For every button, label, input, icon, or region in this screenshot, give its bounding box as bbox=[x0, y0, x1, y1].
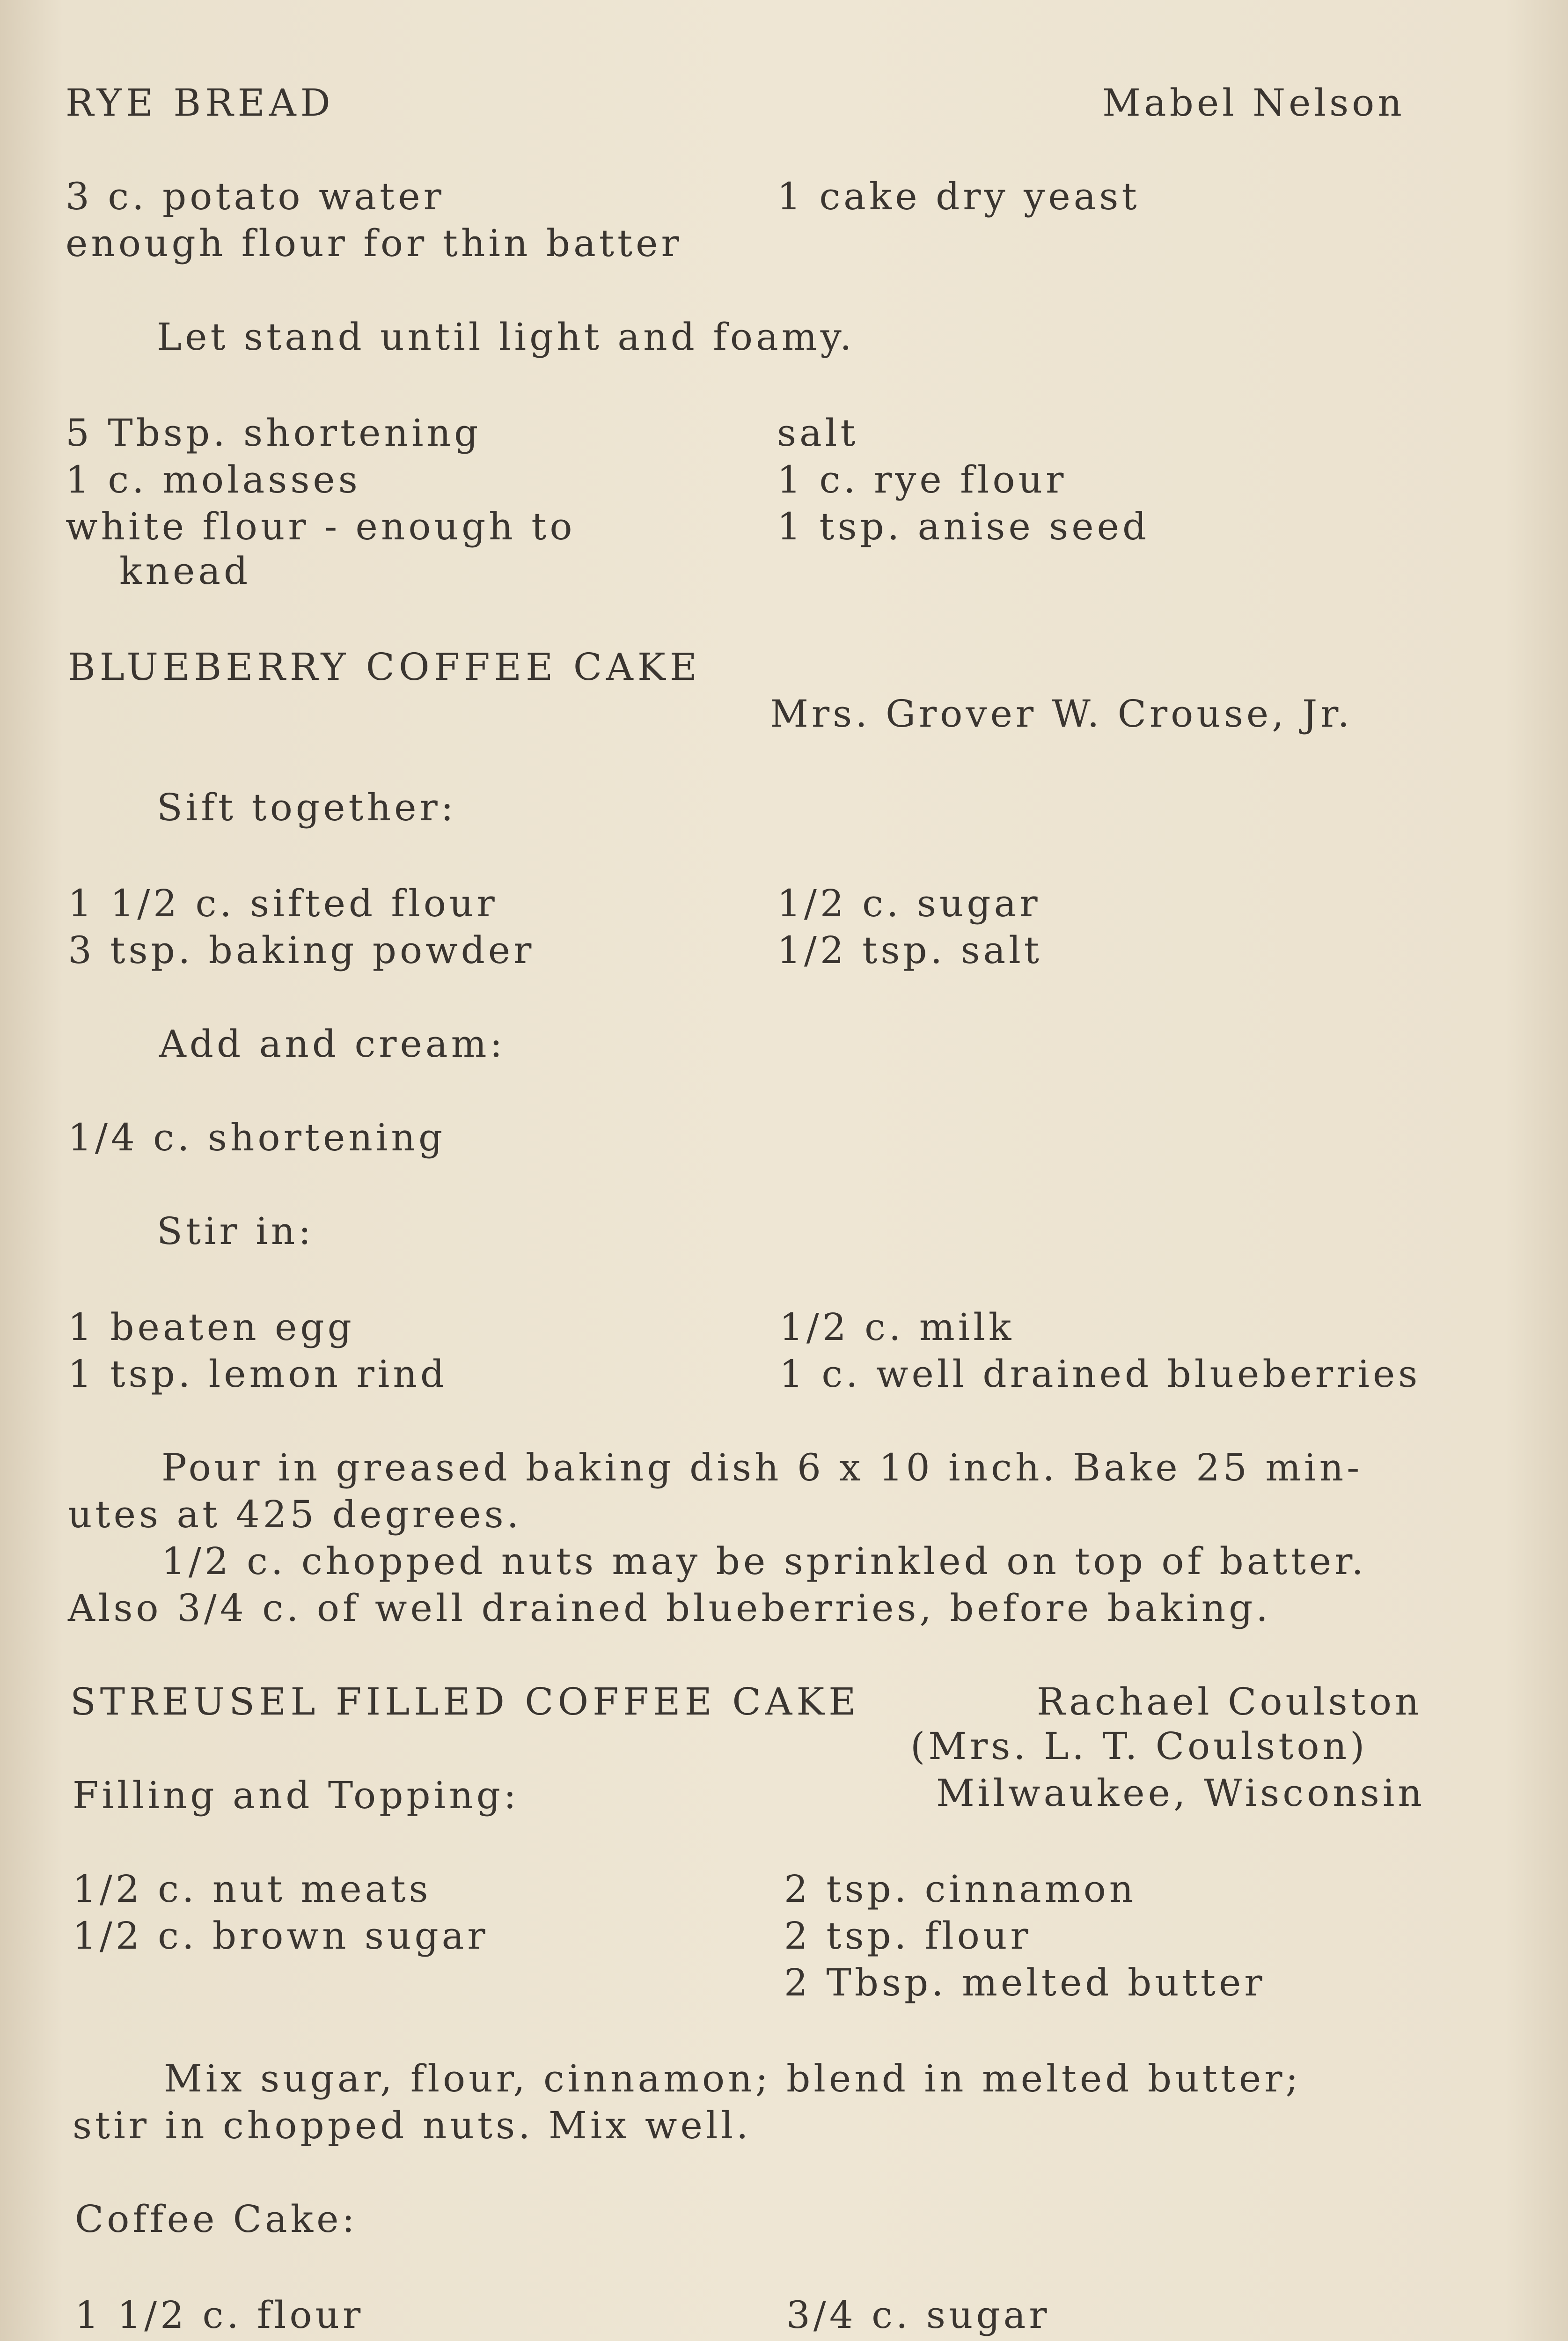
streusel-directions: stir in chopped nuts. Mix well. bbox=[73, 2104, 752, 2147]
rye-ingredient: enough flour for thin batter bbox=[66, 221, 682, 265]
streusel-label: Filling and Topping: bbox=[73, 1774, 520, 1817]
blueberry-directions: utes at 425 degrees. bbox=[68, 1493, 522, 1536]
blueberry-ingredient: 1 tsp. lemon rind bbox=[68, 1352, 448, 1396]
streusel-author: Rachael Coulston bbox=[1037, 1680, 1422, 1723]
streusel-label: Coffee Cake: bbox=[75, 2197, 358, 2241]
rye-step: Let stand until light and foamy. bbox=[157, 315, 855, 359]
blueberry-label: Stir in: bbox=[157, 1209, 315, 1253]
streusel-title: STREUSEL FILLED COFFEE CAKE bbox=[70, 1680, 860, 1723]
rye-ingredient: 1 c. molasses bbox=[66, 458, 361, 501]
rye-ingredient: 1 cake dry yeast bbox=[777, 175, 1140, 218]
blueberry-ingredient: 1 1/2 c. sifted flour bbox=[68, 882, 498, 925]
streusel-ingredient: 1 1/2 c. flour bbox=[75, 2293, 364, 2337]
blueberry-directions: 1/2 c. chopped nuts may be sprinkled on top of batter. bbox=[161, 1539, 1367, 1583]
streusel-ingredient: 2 tsp. cinnamon bbox=[784, 1867, 1137, 1911]
blueberry-ingredient: 1 c. well drained blueberries bbox=[779, 1352, 1421, 1396]
streusel-ingredient: 1/2 c. nut meats bbox=[73, 1867, 432, 1911]
blueberry-directions: Pour in greased baking dish 6 x 10 inch. Bake 25 min- bbox=[161, 1446, 1363, 1489]
blueberry-directions: Also 3/4 c. of well drained blueberries, before baking. bbox=[68, 1586, 1271, 1630]
blueberry-ingredient: 1/2 c. milk bbox=[779, 1305, 1015, 1349]
rye-bread-title: RYE BREAD bbox=[66, 81, 335, 125]
blueberry-ingredient: 1/4 c. shortening bbox=[68, 1116, 446, 1159]
blueberry-title: BLUEBERRY COFFEE CAKE bbox=[68, 645, 701, 689]
streusel-ingredient: 2 Tbsp. melted butter bbox=[784, 1961, 1266, 2004]
blueberry-ingredient: 1/2 tsp. salt bbox=[777, 928, 1042, 972]
streusel-ingredient: 2 tsp. flour bbox=[784, 1914, 1032, 1958]
blueberry-author: Mrs. Grover W. Crouse, Jr. bbox=[770, 692, 1353, 736]
rye-ingredient: 5 Tbsp. shortening bbox=[66, 411, 482, 455]
blueberry-ingredient: 1 beaten egg bbox=[68, 1305, 355, 1349]
blueberry-label: Add and cream: bbox=[159, 1022, 506, 1066]
streusel-author-location: Milwaukee, Wisconsin bbox=[936, 1771, 1425, 1815]
rye-ingredient: 1 c. rye flour bbox=[777, 458, 1067, 501]
streusel-ingredient: 3/4 c. sugar bbox=[786, 2293, 1050, 2337]
streusel-author: (Mrs. L. T. Coulston) bbox=[910, 1724, 1368, 1768]
rye-ingredient: white flour - enough to bbox=[66, 505, 576, 548]
blueberry-ingredient: 1/2 c. sugar bbox=[777, 882, 1041, 925]
rye-ingredient: 1 tsp. anise seed bbox=[777, 505, 1150, 548]
streusel-ingredient: 1/2 c. brown sugar bbox=[73, 1914, 489, 1958]
rye-ingredient: knead bbox=[119, 549, 251, 593]
streusel-directions: Mix sugar, flour, cinnamon; blend in melted butter; bbox=[164, 2057, 1302, 2100]
rye-ingredient: 3 c. potato water bbox=[66, 175, 445, 218]
blueberry-ingredient: 3 tsp. baking powder bbox=[68, 928, 535, 972]
rye-ingredient: salt bbox=[777, 411, 859, 455]
rye-bread-author: Mabel Nelson bbox=[1102, 81, 1405, 125]
blueberry-label: Sift together: bbox=[157, 786, 457, 829]
